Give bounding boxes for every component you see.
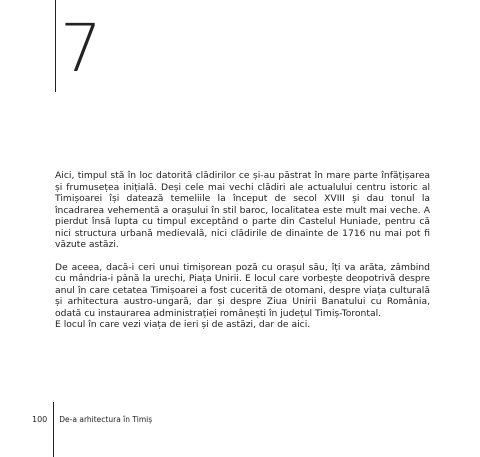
chapter-number: 7 xyxy=(60,10,101,87)
paragraph-3: E locul în care vezi viața de ieri și de astăzi, dar de aici. xyxy=(55,319,311,330)
running-title: De-a arhitectura în Timiș xyxy=(59,414,153,424)
paragraph-1: Aici, timpul stă în loc datorită clădirilor ce și-au păstrat în mare parte înfățișarea și frumusețea inițială. Deși cele mai vechi clădiri ale actualului centru istoric al Timișoarei își datează temeliile la început de secol XVIII și dau tonul la încadrarea vehementă a orașului în stil baroc, localitatea este mult mai veche. A pierdut însă lupta cu timpul exceptând o parte din Castelul Huniade, pentru că nici structura urbană medievală, nici clădirile de dinainte de 1716 nu mai pot fi văzute astăzi. xyxy=(55,170,430,250)
page-footer xyxy=(32,412,152,426)
page-number: 100 xyxy=(32,414,48,424)
paragraph-2: De aceea, dacă-i ceri unui timișorean poză cu orașul său, îți va arăta, zâmbind cu mândria-i până la urechi, Piața Unirii. E locul care vorbește deopotrivă despre anul în care cetatea Timișoarei a fost cucerită de otomani, despre viața culturală și arhitectura austro-ungară, dar și despre Ziua Unirii Banatului cu România, odată cu instaurarea administrației românești în județul Timiș-Torontal. xyxy=(55,261,430,319)
body-text xyxy=(55,170,430,331)
chapter-vertical-rule xyxy=(55,0,56,92)
footer-vertical-rule xyxy=(53,402,54,457)
